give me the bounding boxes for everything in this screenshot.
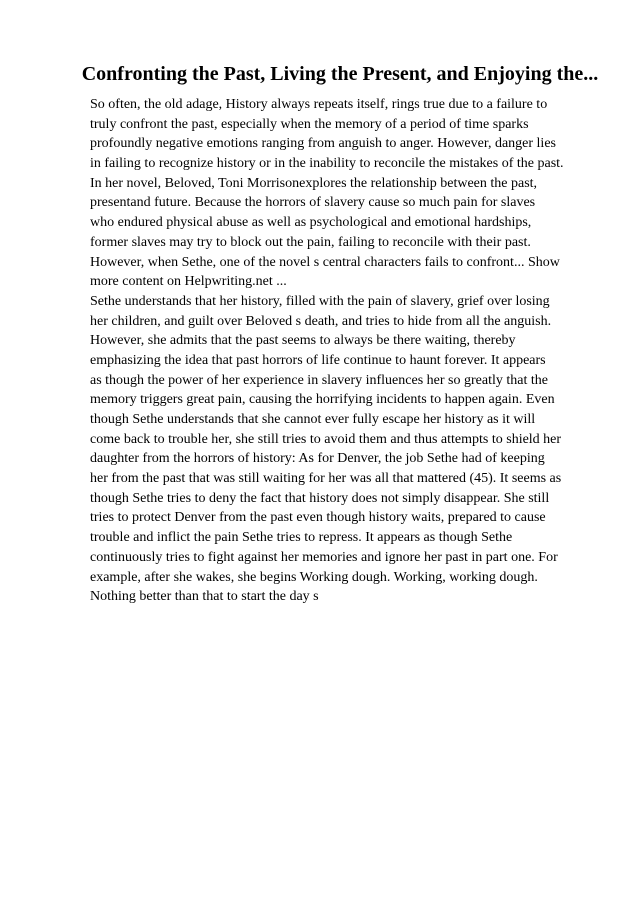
body-text-line: though Sethe tries to deny the fact that history does not simply disappear. She still (90, 490, 550, 506)
body-text-line: tries to protect Denver from the past even though history waits, prepared to cause (90, 510, 546, 526)
body-text-line: as though the power of her experience in slavery influences her so greatly that the (90, 372, 548, 388)
document-title: Confronting the Past, Living the Present, and Enjoying the... (81, 63, 599, 85)
body-text-line: continuously tries to fight against her memories and ignore her past in part one. For (90, 549, 558, 565)
body-text-line: However, when Sethe, one of the novel s central characters fails to confront... Show (90, 254, 560, 270)
body-text-line: her children, and guilt over Beloved s death, and tries to hide from all the anguish. (90, 313, 552, 329)
body-text-line: who endured physical abuse as well as psychological and emotional hardships, (90, 215, 532, 231)
body-text-line: example, after she wakes, she begins Working dough. Working, working dough. (90, 569, 538, 585)
body-text-line: though Sethe understands that she cannot ever fully escape her history as it will (90, 412, 536, 427)
body-text-line: come back to trouble her, she still tries to avoid them and thus attempts to shield her (90, 431, 562, 447)
body-text-line: So often, the old adage, History always repeats itself, rings true due to a failure to (90, 97, 548, 112)
body-text-line: her from the past that was still waiting for her was all that mattered (45). It seems as (90, 471, 562, 487)
body-text-line: memory triggers great pain, causing the horrifying incidents to happen again. Even (90, 392, 555, 408)
body-text-line: However, she admits that the past seems to always be there waiting, thereby (90, 333, 516, 349)
body-text-line: emphasizing the idea that past horrors of life continue to haunt forever. It appears (90, 352, 546, 368)
body-text-line: daughter from the horrors of history: As for Denver, the job Sethe had of keeping (90, 451, 545, 467)
body-text-line: Sethe understands that her history, filled with the pain of slavery, grief over losing (90, 293, 550, 309)
body-text-line: presentand future. Because the horrors of slavery cause so much pain for slaves (90, 195, 536, 211)
body-text-line: more content on Helpwriting.net ... (90, 274, 287, 290)
body-text-line: profoundly negative emotions ranging from anguish to anger. However, danger lies (90, 136, 556, 152)
body-text-line: trouble and inflict the pain Sethe tries to repress. It appears as though Sethe (90, 530, 513, 546)
body-text-line: former slaves may try to block out the pain, failing to reconcile with their past. (90, 234, 531, 250)
document-body (90, 95, 600, 607)
body-text-line: In her novel, Beloved, Toni Morrisonexplores the relationship between the past, (90, 175, 538, 191)
body-text-line: truly confront the past, especially when the memory of a period of time sparks (90, 116, 529, 132)
body-text-line: in failing to recognize history or in the inability to reconcile the mistakes of the past. (90, 156, 564, 172)
body-text-line: Nothing better than that to start the day s (90, 589, 319, 605)
